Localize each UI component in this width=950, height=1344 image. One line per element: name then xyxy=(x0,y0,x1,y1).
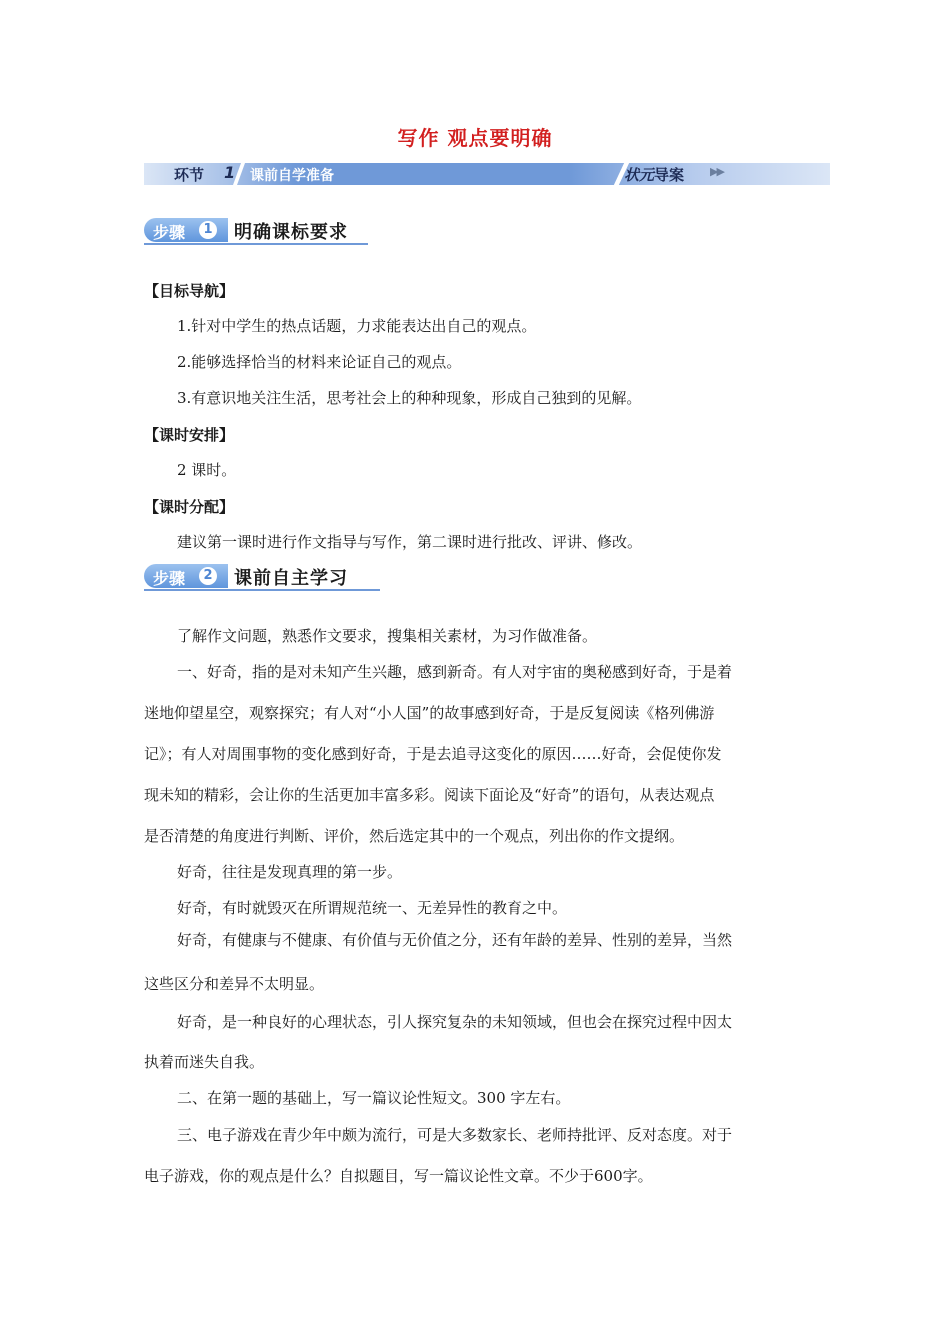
goal-heading: 【目标导航】 xyxy=(144,282,235,300)
statement-line: 好奇，往往是发现真理的第一步。 xyxy=(177,863,403,881)
step-number-badge: 1 xyxy=(199,221,217,239)
question-line: 三、电子游戏在青少年中颇为流行，可是大多数家长、老师持批评、反对态度。对于 xyxy=(177,1126,733,1144)
banner-segment-number: 1 xyxy=(224,163,236,182)
question-line: 电子游戏，你的观点是什么？自拟题目，写一篇议论性文章。不少于600字。 xyxy=(144,1167,653,1185)
step2-heading xyxy=(144,564,380,590)
allocation-text: 建议第一课时进行作文指导与写作，第二课时进行批改、评讲、修改。 xyxy=(177,533,643,551)
banner-segment-title: 课前自学准备 xyxy=(250,168,334,184)
study-intro: 了解作文问题，熟悉作文要求，搜集相关素材，为习作做准备。 xyxy=(177,627,598,645)
arrow-right-icon: ▶▶ xyxy=(710,165,723,178)
statement-line: 执着而迷失自我。 xyxy=(144,1053,265,1071)
paragraph-line: 现未知的精彩，会让你的生活更加丰富多彩。阅读下面论及“好奇”的语句，从表达观点 xyxy=(144,786,715,804)
goal-item: 3.有意识地关注生活，思考社会上的种种现象，形成自己独到的见解。 xyxy=(177,389,642,407)
banner-brand xyxy=(624,164,684,185)
step-tag-label: 步骤 xyxy=(153,569,186,588)
schedule-text: 2 课时。 xyxy=(177,461,237,479)
statement-line: 好奇，有健康与不健康、有价值与无价值之分，还有年龄的差异、性别的差异，当然 xyxy=(177,931,733,949)
paragraph-line: 迷地仰望星空，观察探究；有人对“小人国”的故事感到好奇，于是反复阅读《格列佛游 xyxy=(144,704,715,722)
paragraph-line: 一、好奇，指的是对未知产生兴趣，感到新奇。有人对宇宙的奥秘感到好奇，于是着 xyxy=(177,663,733,681)
paragraph-line: 是否清楚的角度进行判断、评价，然后选定其中的一个观点，列出你的作文提纲。 xyxy=(144,827,685,845)
step-title: 课前自主学习 xyxy=(234,568,348,589)
goal-item: 2.能够选择恰当的材料来论证自己的观点。 xyxy=(177,353,462,371)
goal-item: 1.针对中学生的热点话题，力求能表达出自己的观点。 xyxy=(177,317,537,335)
step-number-badge: 2 xyxy=(199,567,217,585)
step1-heading xyxy=(144,218,368,244)
section-banner xyxy=(144,163,830,185)
step-underline xyxy=(144,589,380,591)
step-title: 明确课标要求 xyxy=(234,222,348,243)
schedule-heading: 【课时安排】 xyxy=(144,426,235,444)
statement-line: 好奇，是一种良好的心理状态，引人探究复杂的未知领域，但也会在探究过程中因太 xyxy=(177,1013,733,1031)
step-tag-label: 步骤 xyxy=(153,223,186,242)
statement-line: 这些区分和差异不太明显。 xyxy=(144,975,325,993)
paragraph-line: 记》；有人对周围事物的变化感到好奇，于是去追寻这变化的原因……好奇，会促使你发 xyxy=(144,745,722,763)
allocation-heading: 【课时分配】 xyxy=(144,498,235,516)
banner-brand-b: 导案 xyxy=(654,166,685,184)
banner-brand-a: 状元 xyxy=(624,166,655,184)
question-line: 二、在第一题的基础上，写一篇议论性短文。300 字左右。 xyxy=(177,1089,571,1107)
statement-line: 好奇，有时就毁灭在所谓规范统一、无差异性的教育之中。 xyxy=(177,899,568,917)
step-underline xyxy=(144,243,368,245)
page-title: 写作 观点要明确 xyxy=(397,126,553,150)
banner-segment-label: 环节 xyxy=(174,166,205,184)
